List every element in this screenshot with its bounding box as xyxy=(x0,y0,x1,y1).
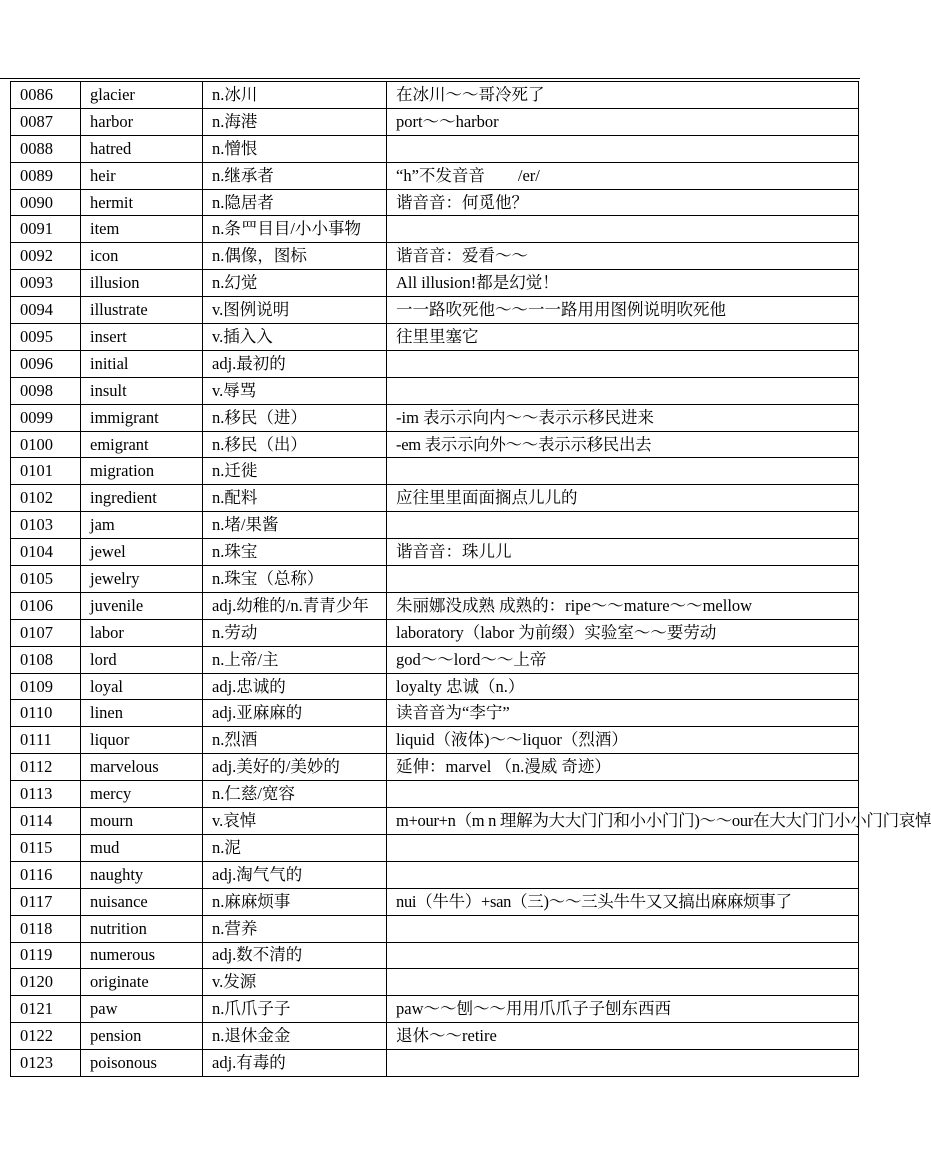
entry-mnemonic-note: paw～～刨～～用用爪爪子子刨东西西 xyxy=(387,996,859,1023)
entry-number: 0111 xyxy=(11,727,81,754)
table-row xyxy=(11,243,859,270)
entry-number: 0096 xyxy=(11,350,81,377)
entry-mnemonic-note xyxy=(387,861,859,888)
entry-number: 0109 xyxy=(11,673,81,700)
entry-meaning: n.移民（出） xyxy=(203,431,387,458)
table-row xyxy=(11,512,859,539)
entry-mnemonic-note xyxy=(387,969,859,996)
entry-mnemonic-note: m+our+n（m n 理解为大大门门和小小门门)～～our在大大门门小小门门哀悼 xyxy=(387,808,859,835)
entry-meaning: n.堵/果酱 xyxy=(203,512,387,539)
entry-number: 0093 xyxy=(11,270,81,297)
entry-meaning: n.上帝/主 xyxy=(203,646,387,673)
entry-mnemonic-note xyxy=(387,566,859,593)
entry-mnemonic-note: “h”不发音音 /er/ xyxy=(387,162,859,189)
entry-number: 0089 xyxy=(11,162,81,189)
table-row xyxy=(11,270,859,297)
entry-number: 0102 xyxy=(11,485,81,512)
table-row xyxy=(11,1050,859,1077)
entry-mnemonic-note: liquid（液体)～～liquor（烈酒） xyxy=(387,727,859,754)
entry-word: pension xyxy=(81,1023,203,1050)
table-row xyxy=(11,458,859,485)
entry-word: item xyxy=(81,216,203,243)
entry-mnemonic-note: loyalty 忠诚（n.） xyxy=(387,673,859,700)
entry-word: nutrition xyxy=(81,915,203,942)
entry-mnemonic-note: 读音音为“李宁” xyxy=(387,700,859,727)
entry-number: 0122 xyxy=(11,1023,81,1050)
entry-word: mercy xyxy=(81,781,203,808)
table-row xyxy=(11,700,859,727)
table-row xyxy=(11,781,859,808)
entry-mnemonic-note xyxy=(387,512,859,539)
entry-meaning: n.珠宝（总称） xyxy=(203,566,387,593)
table-row xyxy=(11,324,859,351)
entry-meaning: n.营养 xyxy=(203,915,387,942)
entry-meaning: n.海港 xyxy=(203,108,387,135)
entry-word: migration xyxy=(81,458,203,485)
entry-meaning: n.条⺫目目/小小事物 xyxy=(203,216,387,243)
entry-word: harbor xyxy=(81,108,203,135)
entry-number: 0110 xyxy=(11,700,81,727)
table-row xyxy=(11,969,859,996)
table-row xyxy=(11,404,859,431)
table-row xyxy=(11,754,859,781)
entry-mnemonic-note xyxy=(387,377,859,404)
entry-mnemonic-note: 退休～～retire xyxy=(387,1023,859,1050)
entry-number: 0112 xyxy=(11,754,81,781)
entry-mnemonic-note xyxy=(387,942,859,969)
entry-word: glacier xyxy=(81,82,203,109)
entry-number: 0100 xyxy=(11,431,81,458)
table-row xyxy=(11,673,859,700)
table-row xyxy=(11,189,859,216)
entry-number: 0101 xyxy=(11,458,81,485)
entry-mnemonic-note: 在冰川～～哥冷死了 xyxy=(387,82,859,109)
entry-number: 0116 xyxy=(11,861,81,888)
entry-mnemonic-note: 谐音音：珠儿儿 xyxy=(387,539,859,566)
entry-word: jewel xyxy=(81,539,203,566)
entry-meaning: n.憎恨 xyxy=(203,135,387,162)
table-row xyxy=(11,942,859,969)
entry-mnemonic-note xyxy=(387,834,859,861)
entry-mnemonic-note: 谐音音：何觅他？ xyxy=(387,189,859,216)
entry-meaning: n.继承者 xyxy=(203,162,387,189)
entry-word: illustrate xyxy=(81,297,203,324)
table-row xyxy=(11,646,859,673)
entry-mnemonic-note: laboratory（labor 为前缀）实验室～～要劳动 xyxy=(387,619,859,646)
table-row xyxy=(11,727,859,754)
entry-word: loyal xyxy=(81,673,203,700)
entry-mnemonic-note xyxy=(387,216,859,243)
entry-mnemonic-note: 朱丽娜没成熟 成熟的：ripe～～mature～～mellow xyxy=(387,592,859,619)
entry-meaning: adj.幼稚的/n.青青少年 xyxy=(203,592,387,619)
vocabulary-table-body xyxy=(11,82,931,1077)
entry-word: illusion xyxy=(81,270,203,297)
table-row xyxy=(11,431,859,458)
entry-word: mud xyxy=(81,834,203,861)
entry-meaning: n.珠宝 xyxy=(203,539,387,566)
entry-number: 0094 xyxy=(11,297,81,324)
header-rule xyxy=(0,78,860,79)
entry-number: 0117 xyxy=(11,888,81,915)
entry-meaning: adj.淘气气的 xyxy=(203,861,387,888)
entry-number: 0113 xyxy=(11,781,81,808)
table-row xyxy=(11,377,859,404)
entry-number: 0121 xyxy=(11,996,81,1023)
entry-mnemonic-note: 一一路吹死他～～一一路用用图例说明吹死他 xyxy=(387,297,859,324)
entry-mnemonic-note: -im 表示示向内～～表示示移民进来 xyxy=(387,404,859,431)
vocabulary-table xyxy=(10,81,931,1077)
entry-meaning: v.图例说明 xyxy=(203,297,387,324)
table-row xyxy=(11,592,859,619)
entry-meaning: v.辱骂 xyxy=(203,377,387,404)
entry-word: icon xyxy=(81,243,203,270)
table-row xyxy=(11,566,859,593)
table-row xyxy=(11,915,859,942)
entry-word: paw xyxy=(81,996,203,1023)
table-row xyxy=(11,350,859,377)
entry-number: 0106 xyxy=(11,592,81,619)
entry-mnemonic-note xyxy=(387,350,859,377)
entry-meaning: adj.数不清的 xyxy=(203,942,387,969)
entry-mnemonic-note: All illusion!都是幻觉！ xyxy=(387,270,859,297)
entry-meaning: adj.忠诚的 xyxy=(203,673,387,700)
entry-number: 0098 xyxy=(11,377,81,404)
entry-number: 0118 xyxy=(11,915,81,942)
table-row xyxy=(11,297,859,324)
table-row xyxy=(11,539,859,566)
entry-word: jewelry xyxy=(81,566,203,593)
entry-word: numerous xyxy=(81,942,203,969)
entry-mnemonic-note: 应往里里面面搁点儿儿的 xyxy=(387,485,859,512)
entry-mnemonic-note: god～～lord～～上帝 xyxy=(387,646,859,673)
entry-meaning: n.幻觉 xyxy=(203,270,387,297)
entry-word: juvenile xyxy=(81,592,203,619)
table-row xyxy=(11,834,859,861)
entry-word: mourn xyxy=(81,808,203,835)
entry-mnemonic-note xyxy=(387,458,859,485)
table-row xyxy=(11,162,859,189)
entry-word: originate xyxy=(81,969,203,996)
entry-word: initial xyxy=(81,350,203,377)
entry-meaning: n.仁慈/宽容 xyxy=(203,781,387,808)
table-row xyxy=(11,996,859,1023)
entry-number: 0090 xyxy=(11,189,81,216)
table-row xyxy=(11,216,859,243)
entry-mnemonic-note: 延伸：marvel （n.漫威 奇迹） xyxy=(387,754,859,781)
entry-word: liquor xyxy=(81,727,203,754)
entry-number: 0087 xyxy=(11,108,81,135)
entry-word: poisonous xyxy=(81,1050,203,1077)
entry-meaning: adj.有毒的 xyxy=(203,1050,387,1077)
table-row xyxy=(11,485,859,512)
entry-number: 0104 xyxy=(11,539,81,566)
entry-mnemonic-note xyxy=(387,135,859,162)
entry-word: immigrant xyxy=(81,404,203,431)
entry-meaning: adj.美好的/美妙的 xyxy=(203,754,387,781)
entry-meaning: n.迁徙 xyxy=(203,458,387,485)
entry-meaning: n.劳动 xyxy=(203,619,387,646)
table-row xyxy=(11,888,859,915)
entry-meaning: n.冰川 xyxy=(203,82,387,109)
entry-word: ingredient xyxy=(81,485,203,512)
entry-word: labor xyxy=(81,619,203,646)
entry-number: 0092 xyxy=(11,243,81,270)
table-row xyxy=(11,82,859,109)
entry-word: heir xyxy=(81,162,203,189)
entry-mnemonic-note: 往里里塞它 xyxy=(387,324,859,351)
entry-word: jam xyxy=(81,512,203,539)
entry-word: lord xyxy=(81,646,203,673)
entry-number: 0103 xyxy=(11,512,81,539)
table-row xyxy=(11,861,859,888)
entry-mnemonic-note: port～～harbor xyxy=(387,108,859,135)
entry-meaning: n.移民（进） xyxy=(203,404,387,431)
entry-mnemonic-note xyxy=(387,915,859,942)
entry-word: insult xyxy=(81,377,203,404)
entry-number: 0105 xyxy=(11,566,81,593)
entry-word: insert xyxy=(81,324,203,351)
entry-meaning: n.隐居者 xyxy=(203,189,387,216)
table-row xyxy=(11,135,859,162)
entry-word: marvelous xyxy=(81,754,203,781)
entry-number: 0120 xyxy=(11,969,81,996)
entry-number: 0095 xyxy=(11,324,81,351)
entry-mnemonic-note: -em 表示示向外～～表示示移民出去 xyxy=(387,431,859,458)
entry-meaning: v.哀悼 xyxy=(203,808,387,835)
entry-meaning: n.泥 xyxy=(203,834,387,861)
entry-mnemonic-note xyxy=(387,1050,859,1077)
entry-meaning: n.烈酒 xyxy=(203,727,387,754)
entry-word: naughty xyxy=(81,861,203,888)
entry-number: 0119 xyxy=(11,942,81,969)
entry-word: linen xyxy=(81,700,203,727)
entry-number: 0107 xyxy=(11,619,81,646)
entry-number: 0088 xyxy=(11,135,81,162)
entry-word: emigrant xyxy=(81,431,203,458)
entry-number: 0115 xyxy=(11,834,81,861)
entry-meaning: v.插入入 xyxy=(203,324,387,351)
entry-word: hatred xyxy=(81,135,203,162)
table-row xyxy=(11,108,859,135)
entry-mnemonic-note: nui（牛牛）+san（三)～～三头牛牛又又搞出麻麻烦事了 xyxy=(387,888,859,915)
table-row xyxy=(11,808,859,835)
entry-word: nuisance xyxy=(81,888,203,915)
entry-meaning: adj.最初的 xyxy=(203,350,387,377)
entry-meaning: n.配料 xyxy=(203,485,387,512)
entry-meaning: v.发源 xyxy=(203,969,387,996)
entry-meaning: n.爪爪子子 xyxy=(203,996,387,1023)
entry-number: 0091 xyxy=(11,216,81,243)
entry-mnemonic-note: 谐音音：爱看～～ xyxy=(387,243,859,270)
entry-number: 0086 xyxy=(11,82,81,109)
entry-mnemonic-note xyxy=(387,781,859,808)
entry-meaning: n.麻麻烦事 xyxy=(203,888,387,915)
entry-meaning: n.偶像，图标 xyxy=(203,243,387,270)
table-row xyxy=(11,619,859,646)
entry-number: 0108 xyxy=(11,646,81,673)
entry-meaning: n.退休金金 xyxy=(203,1023,387,1050)
entry-number: 0114 xyxy=(11,808,81,835)
table-row xyxy=(11,1023,859,1050)
entry-number: 0099 xyxy=(11,404,81,431)
entry-number: 0123 xyxy=(11,1050,81,1077)
entry-meaning: adj.亚麻麻的 xyxy=(203,700,387,727)
entry-word: hermit xyxy=(81,189,203,216)
